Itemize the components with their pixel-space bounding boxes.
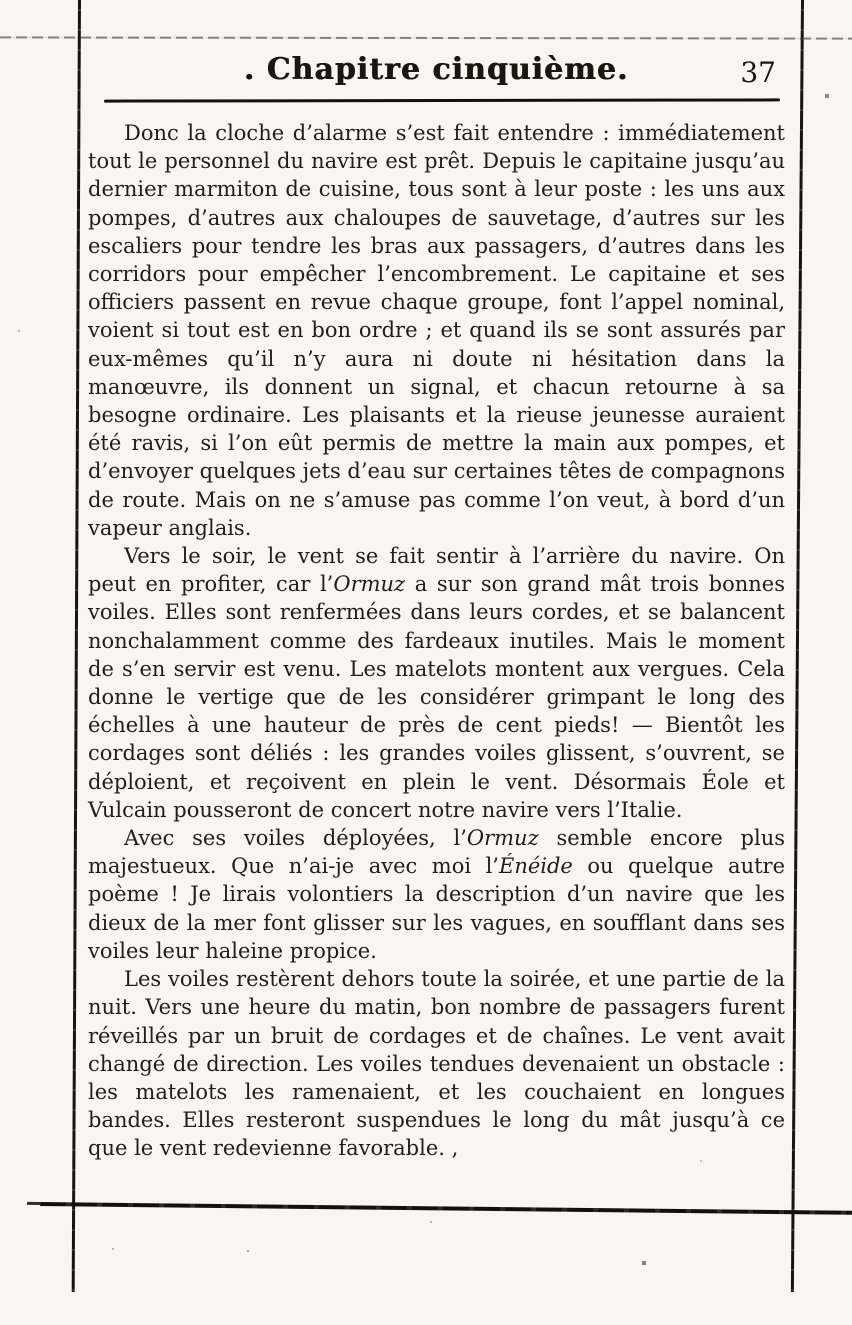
text-segment: semble encore plus majestueux. Que n’ai-je avec moi l’ [88,826,786,879]
text-segment: Vers le soir, le vent se fait sentir à l’arrière du navire. On peut en profiter, car l’ [88,544,785,597]
paragraph [88,965,785,1162]
text-segment: Avec ses voiles déployées, l’ [124,826,467,851]
paragraph [88,119,785,542]
paragraph [88,824,785,965]
text-segment: a sur son grand mât trois bonnes voiles. Elles sont renfermées dans leurs cordes, et se balancent nonchalamment comme des fardeaux inutiles. Mais le moment de s’en servir est venu. Les matelots montent aux vergues. Cela donne le vertige que de les considérer grimpant le long des échelles à une hauteur de près de cent pieds! — Bientôt les cordages sont déliés : les grandes voiles glissent, s’ouvrent, se déploient, et reçoivent en plein le vent. Désormais Éole et Vulcain pousseront de concert notre navire vers l’Italie. [88,572,786,822]
italic-text-segment: Ormuz [466,826,539,851]
header-rule [104,98,780,102]
footer-rule [40,1202,852,1214]
scan-specks [0,0,2,2]
paragraph [88,542,785,824]
text-block [88,119,785,1163]
text-segment: ou quelque autre poème ! Je lirais volontiers la description d’un navire que les dieux de la mer font glisser sur les vagues, en soufflant dans ses voiles leur haleine propice. [88,854,785,963]
page-header [88,52,784,98]
italic-text-segment: Énéide [498,854,573,879]
page-frame-right-line [791,0,804,1292]
text-segment: Donc la cloche d’alarme s’est fait entendre : immédiatement tout le personnel du navire est prêt. Depuis le capitaine jusqu’au dernier marmiton de cuisine, tous sont à leur poste : les uns aux pompes, d’autres aux chaloupes de sauvetage, d’autres sur les escaliers pour tendre les bras aux passagers, d’autres dans les corridors pour empêcher l’encombrement. Le capitaine et ses officiers passent en revue chaque groupe, font l’appel nominal, voient si tout est en bon ordre ; et quand ils se sont assurés par eux-mêmes qu’il n’y aura ni doute ni hésitation dans la manœuvre, ils donnent un signal, et chacun retourne à sa besogne ordinaire. Les plaisants et la rieuse jeunesse auraient été ravis, si l’on eût permis de mettre la main aux pompes, et d’envoyer quelques jets d’eau sur certaines têtes de compagnons de route. Mais on ne s’amuse pas comme l’on veut, à bord d’un vapeur anglais. [88,121,785,540]
italic-text-segment: Ormuz [333,572,406,597]
chapter-title: . Chapitre cinquième. [243,52,629,87]
page-frame-left-line [72,0,81,1292]
page-top-edge-line [0,36,852,39]
text-segment: Les voiles restèrent dehors toute la soirée, et une partie de la nuit. Vers une heure du matin, bon nombre de passagers furent réveillés par un bruit de cordages et de chaînes. Le vent avait changé de direction. Les voiles tendues devenaient un obstacle : les matelots les ramenaient, et les couchaient en longues bandes. Elles resteront suspendues le long du mât jusqu’à ce que le vent redevienne favorable. , [88,967,785,1161]
page-number: 37 [740,56,776,89]
